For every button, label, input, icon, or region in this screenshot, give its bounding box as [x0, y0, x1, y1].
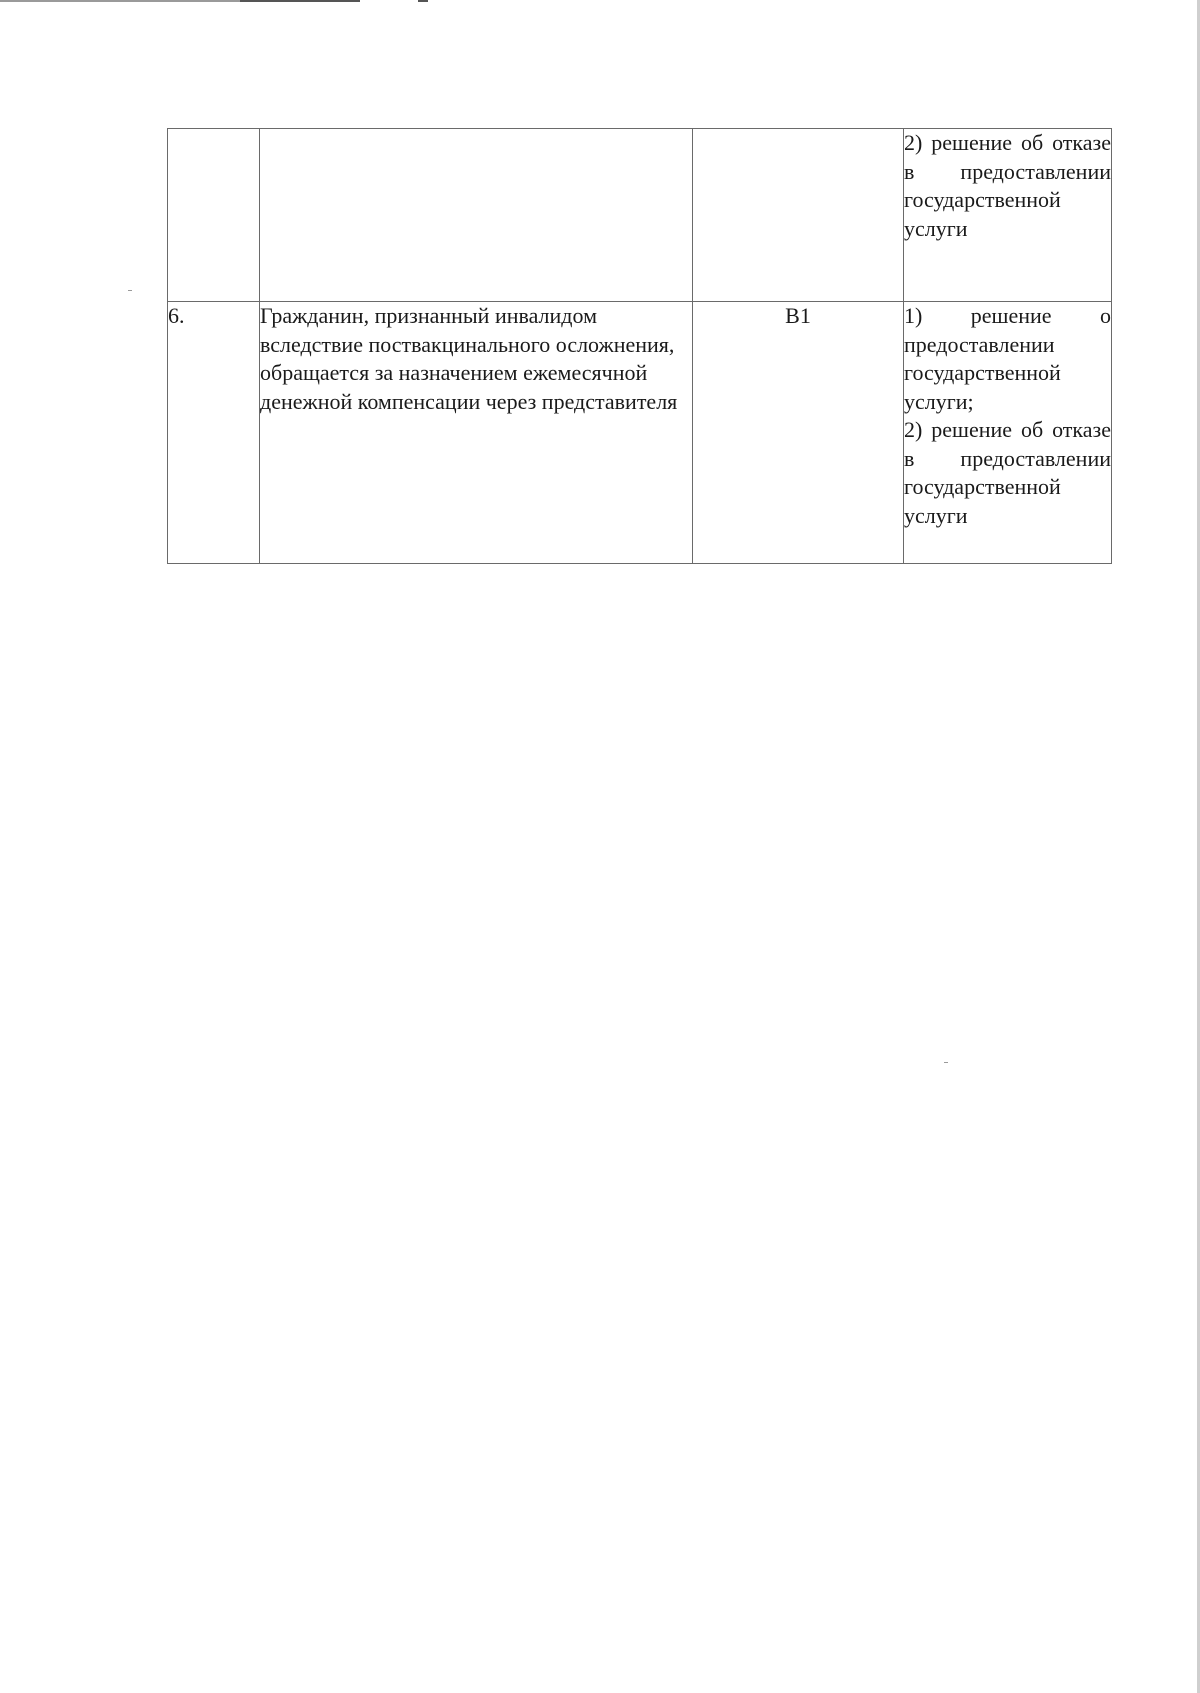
table-row: [168, 302, 1112, 564]
table-row: [168, 129, 1112, 302]
row-description-cell: [260, 129, 693, 302]
scan-edge-top: [0, 0, 240, 2]
outcome-item: 2) решение об отказе в предоставлении государственной услуги: [904, 130, 1111, 241]
scan-edge-top-mark: [240, 0, 360, 2]
outcome-item: 1) решение о предоставлении государственной услуги;: [904, 303, 1111, 414]
row-description-cell: Гражданин, признанный инвалидом вследствие поствакцинального осложнения, обращается за назначением ежемесячной денежной компенсации через представителя: [260, 302, 693, 564]
scan-speck: [944, 1062, 948, 1063]
row-code-cell: [693, 129, 904, 302]
outcome-item: 2) решение об отказе в предоставлении государственной услуги: [904, 417, 1111, 528]
row-number-cell: [168, 129, 260, 302]
row-code-cell: В1: [693, 302, 904, 564]
row-outcome-cell: [904, 129, 1112, 302]
row-outcome-cell: [904, 302, 1112, 564]
scan-edge-top-mark-small: [418, 0, 428, 2]
scan-speck: [128, 290, 132, 291]
row-number-cell: 6.: [168, 302, 260, 564]
services-table: [167, 128, 1112, 564]
